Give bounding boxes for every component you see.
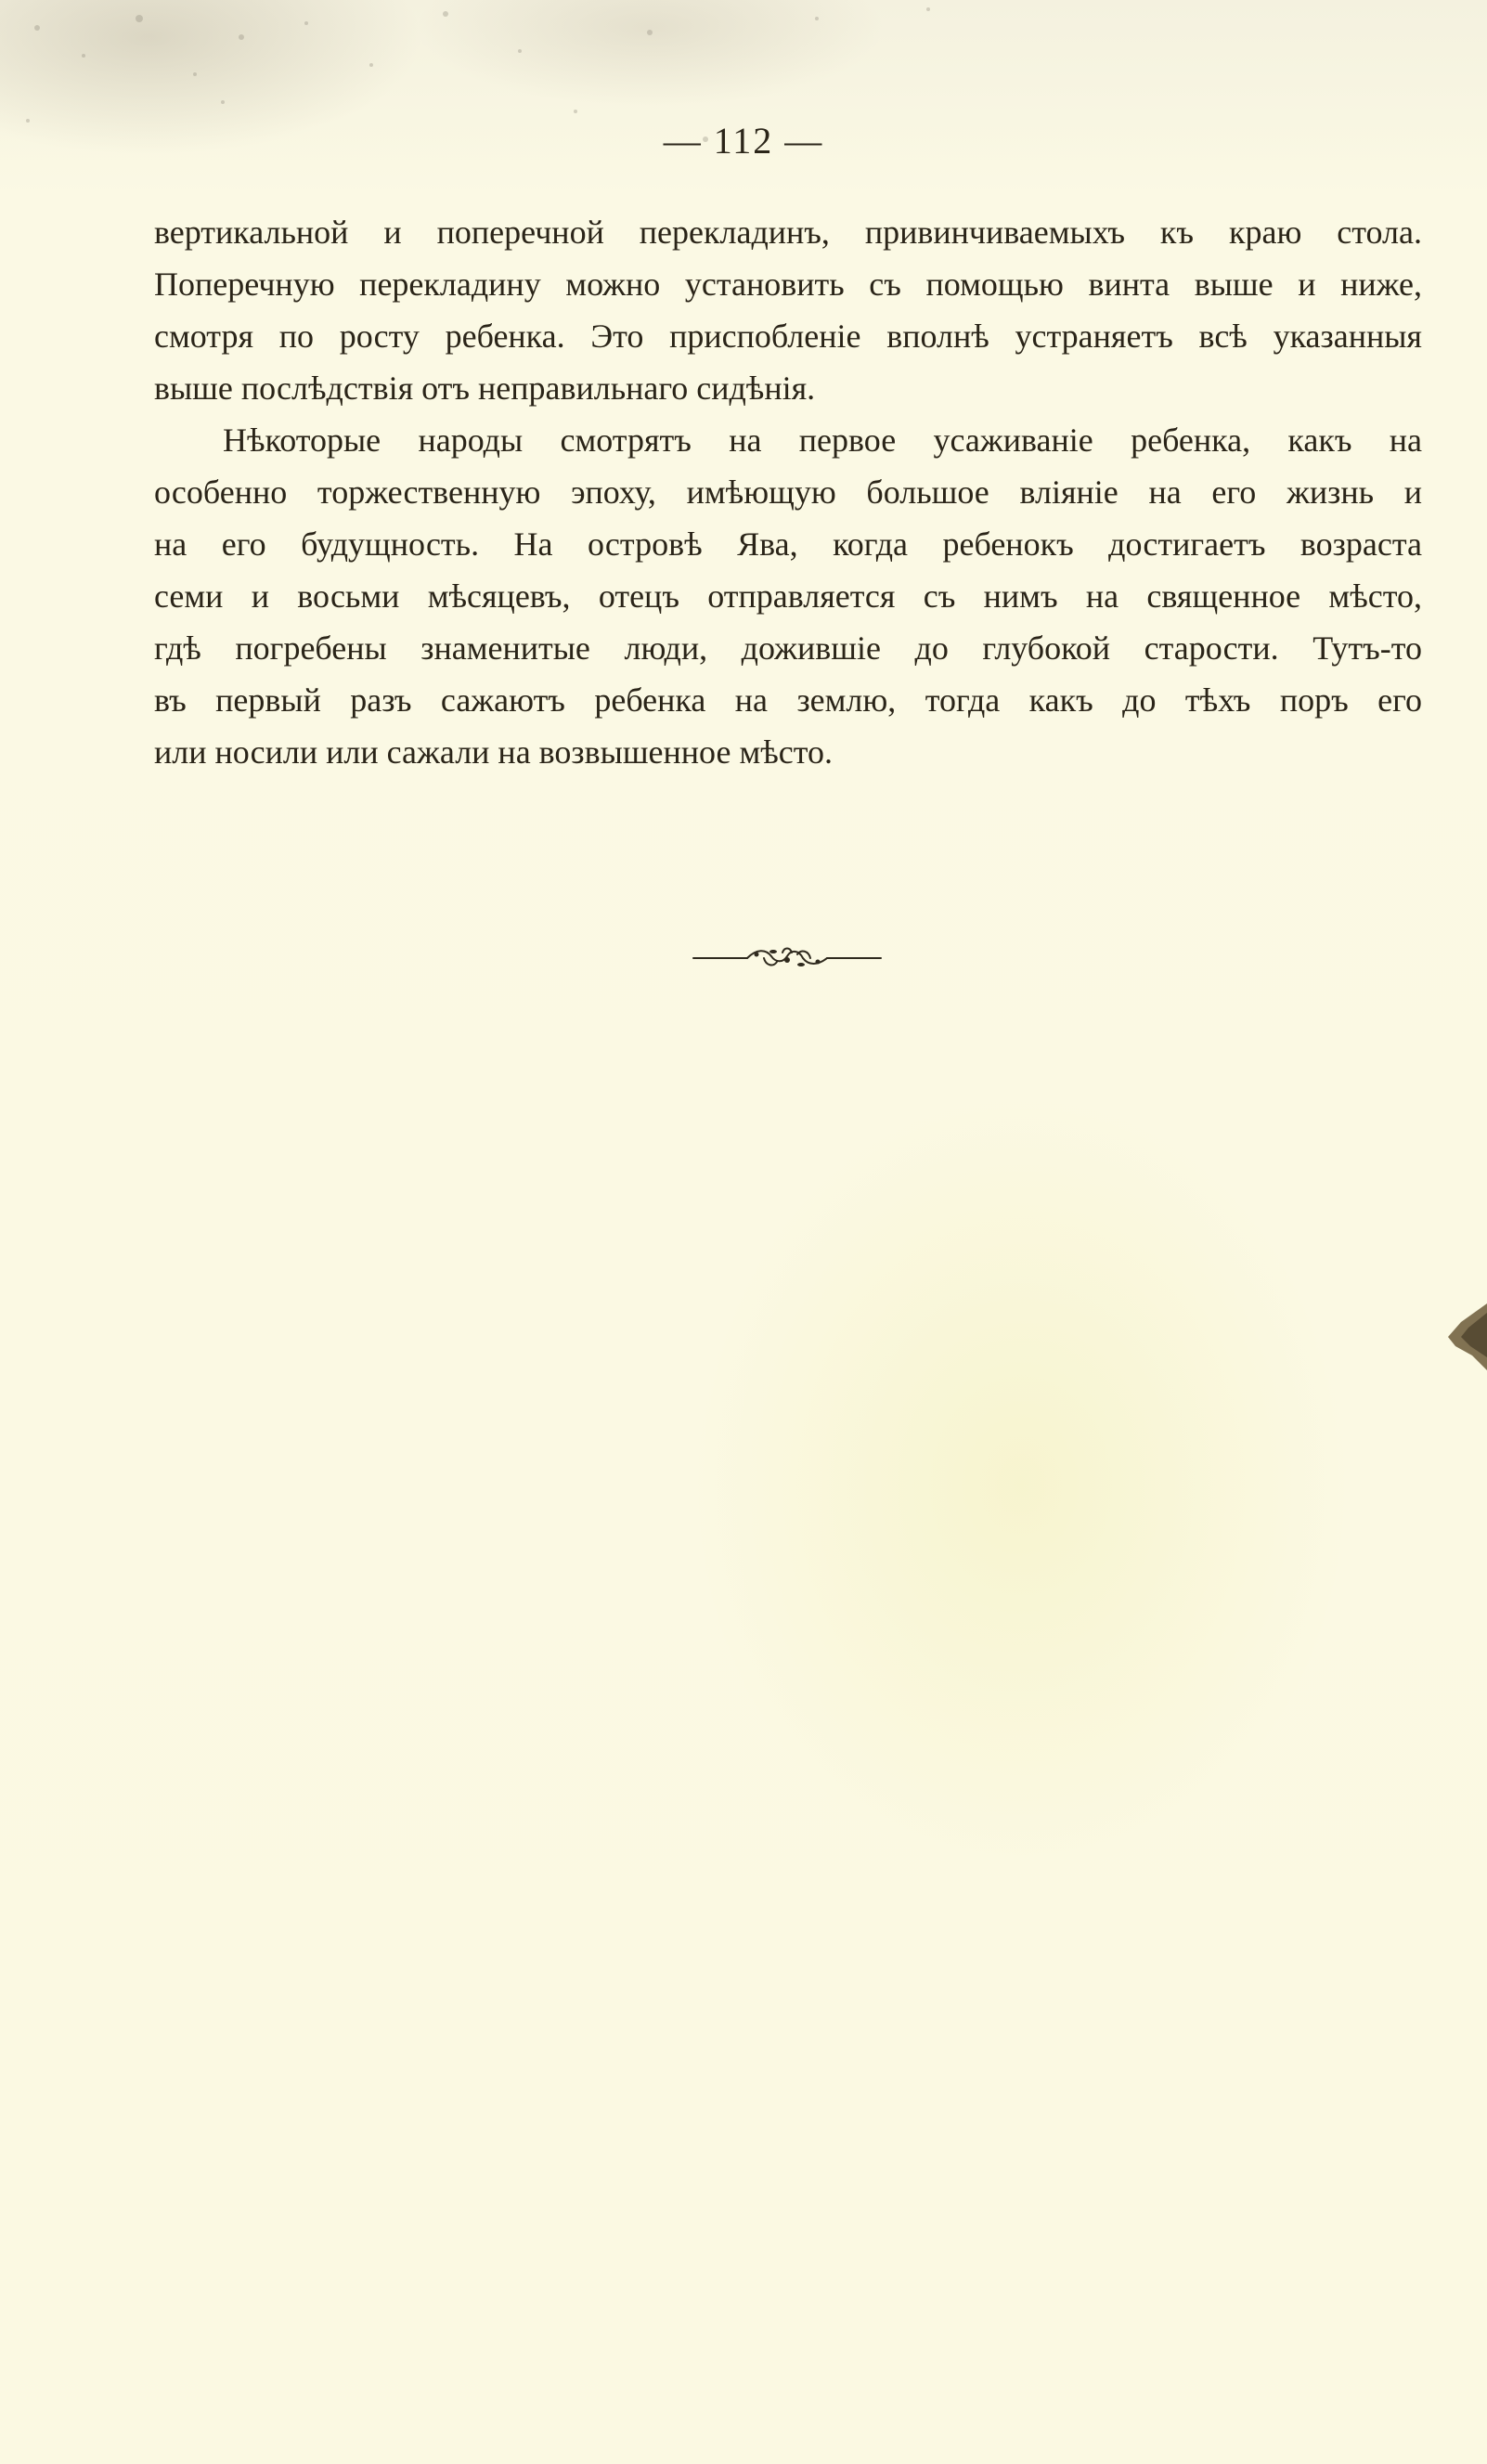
decorative-vine-ornament-icon [692, 943, 883, 971]
text-line: вертикальной и поперечной перекладинъ, привинчиваемыхъ къ краю стола. [154, 214, 1422, 251]
paragraph-1 [154, 206, 1422, 414]
body-text [154, 206, 1422, 778]
text-line: особенно торжественную эпоху, имѣющую большое вліяніе на его жизнь и [154, 473, 1422, 511]
text-line: на его будущность. На островѣ Ява, когда ребенокъ достигаетъ возраста [154, 525, 1422, 563]
text-line: семи и восьми мѣсяцевъ, отецъ отправляется съ нимъ на священное мѣсто, [154, 577, 1422, 615]
text-line: въ первый разъ сажаютъ ребенка на землю, тогда какъ до тѣхъ поръ его [154, 681, 1422, 719]
page-number: — 112 — [663, 120, 824, 162]
text-line: выше послѣдствія отъ неправильнаго сидѣнія. [154, 370, 816, 407]
page-stain-decoration [0, 0, 1487, 204]
text-line: Нѣкоторые народы смотрятъ на первое усаживаніе ребенка, какъ на [223, 421, 1422, 459]
text-line: гдѣ погребены знаменитые люди, дожившіе до глубокой старости. Тутъ-то [154, 629, 1422, 667]
text-line: Поперечную перекладину можно установить съ помощью винта выше и ниже, [154, 266, 1422, 303]
text-line: или носили или сажали на возвышенное мѣсто. [154, 733, 834, 771]
text-line: смотря по росту ребенка. Это приспобленіе вполнѣ устраняетъ всѣ указанныя [154, 318, 1422, 355]
paragraph-2 [154, 414, 1422, 778]
torn-page-edge-icon [1444, 1303, 1487, 1370]
